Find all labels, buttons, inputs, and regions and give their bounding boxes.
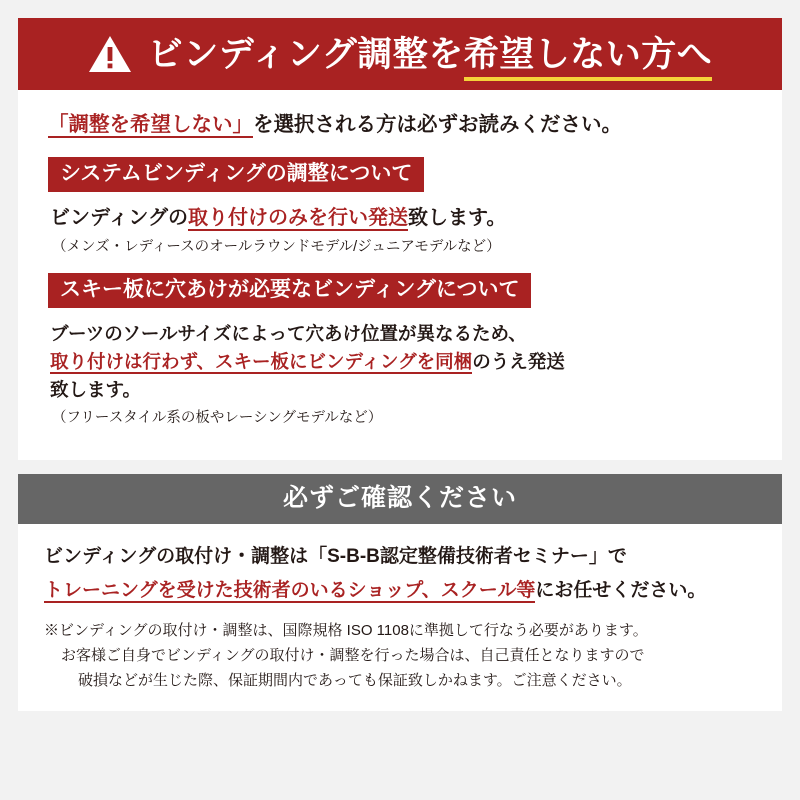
- banner-title-highlight: 希望しない方へ: [464, 35, 713, 81]
- section-text-drilling: [50, 320, 760, 403]
- confirmation-card: [18, 474, 782, 711]
- section0-suffix: 致します。: [408, 206, 507, 229]
- section-text-system-binding: [50, 204, 760, 233]
- confirmation-line-2-suffix: にお任せください。: [535, 580, 707, 602]
- banner-title: [147, 34, 713, 74]
- section-note-system-binding: （メンズ・レディースのオールラウンドモデル/ジュニアモデルなど）: [52, 238, 501, 255]
- section1-line3: 致します。: [50, 378, 142, 400]
- section1-line2-suffix: のうえ発送: [472, 351, 565, 373]
- banner-title-plain: ビンディング調整を: [147, 34, 464, 74]
- banner-header: [18, 18, 782, 90]
- section1-line1: ブーツのソールサイズによって穴あけ位置が異なるため、: [50, 323, 527, 345]
- confirmation-body: [18, 524, 782, 711]
- confirmation-note-1: ※ビンディングの取付け・調整は、国際規格 ISO 1108に準拠して行なう必要があります。: [44, 622, 648, 640]
- section-heading-drilling: スキー板に穴あけが必要なビンディングについて: [48, 273, 531, 308]
- section1-underlined: 取り付けは行わず、スキー板にビンディングを同梱: [50, 351, 473, 373]
- lead-text: [48, 112, 760, 139]
- confirmation-notes: [44, 619, 756, 693]
- confirmation-note-3: 破損などが生じた際、保証期間内であっても保証致しかねます。ご注意ください。: [78, 671, 632, 689]
- warning-triangle-icon: [88, 34, 132, 74]
- confirmation-header-title: 必ずご確認ください: [282, 484, 517, 513]
- section-heading-system-binding: システムビンディングの調整について: [48, 157, 424, 192]
- card-body: [18, 90, 782, 460]
- section0-prefix: ビンディングの: [50, 206, 188, 229]
- confirmation-header-bar: [18, 474, 782, 524]
- section-note-drilling: （フリースタイル系の板やレーシングモデルなど）: [52, 409, 383, 426]
- confirmation-line-1: ビンディングの取付け・調整は「S-B-B認定整備技術者セミナー」で: [44, 545, 627, 567]
- section0-underlined: 取り付けのみを行い発送: [188, 206, 408, 229]
- binding-adjustment-card: [18, 18, 782, 460]
- confirmation-line-2-underlined: トレーニングを受けた技術者のいるショップ、スクール等: [44, 580, 536, 602]
- confirmation-note-2: お客様ご自身でビンディングの取付け・調整を行った場合は、自己責任となりますので: [61, 646, 645, 664]
- lead-underlined: 「調整を希望しない」: [48, 113, 253, 136]
- lead-rest: を選択される方は必ずお読みください。: [253, 113, 622, 136]
- confirmation-line-2: [44, 578, 756, 605]
